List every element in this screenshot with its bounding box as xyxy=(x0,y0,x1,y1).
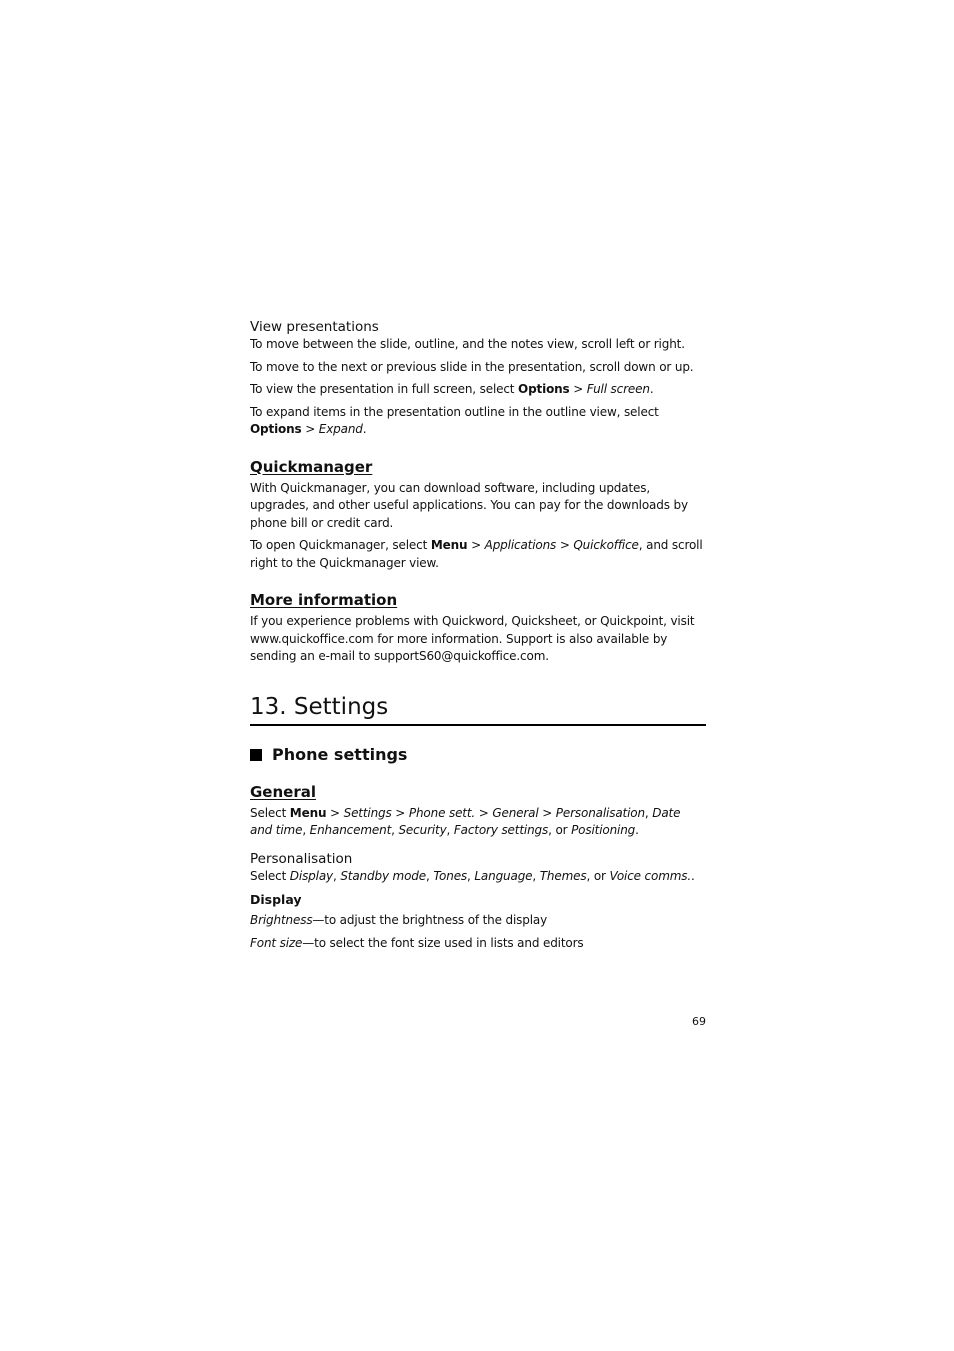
quickmanager-heading: Quickmanager xyxy=(250,457,373,476)
quickmanager-p2: To open Quickmanager, select Menu > Applications > Quickoffice, and scroll right to the Quickmanager view. xyxy=(250,538,703,570)
font-size-item: Font size—to select the font size used in lists and editors xyxy=(250,935,584,950)
view-presentations-p1: To move between the slide, outline, and the notes view, scroll left or right. xyxy=(250,337,685,351)
personalisation-p1: Select Display, Standby mode, Tones, Language, Themes, or Voice comms.. xyxy=(250,868,695,883)
personalisation-heading: Personalisation xyxy=(250,850,353,867)
quickmanager-p1: With Quickmanager, you can download software, including updates, upgrades, and other useful applications. You can pay for the downloads by phone bill or credit card. xyxy=(250,480,688,530)
square-bullet-icon xyxy=(250,749,262,761)
view-presentations-heading: View presentations xyxy=(250,319,379,335)
page-number: 69 xyxy=(692,1015,706,1028)
phone-settings-heading: Phone settings xyxy=(250,744,706,766)
page-content xyxy=(250,318,706,952)
view-presentations-p4: To expand items in the presentation outline in the outline view, select Options > Expand. xyxy=(250,404,659,436)
display-heading: Display xyxy=(250,892,302,907)
more-information-p1: If you experience problems with Quickword, Quicksheet, or Quickpoint, visit www.quickoffice.com for more information. Support is also available by sending an e-mail to supportS60@quickoffice.com. xyxy=(250,614,695,663)
general-p1: Select Menu > Settings > Phone sett. > General > Personalisation, Date and time, Enhancement, Security, Factory settings, or Positioning. xyxy=(250,805,681,837)
more-information-heading: More information xyxy=(250,591,398,609)
brightness-item: Brightness—to adjust the brightness of the display xyxy=(250,913,548,927)
view-presentations-p2: To move to the next or previous slide in the presentation, scroll down or up. xyxy=(250,359,694,374)
general-heading: General xyxy=(250,782,316,801)
chapter-title: 13. Settings xyxy=(250,692,706,726)
view-presentations-p3: To view the presentation in full screen, select Options > Full screen. xyxy=(250,382,654,396)
